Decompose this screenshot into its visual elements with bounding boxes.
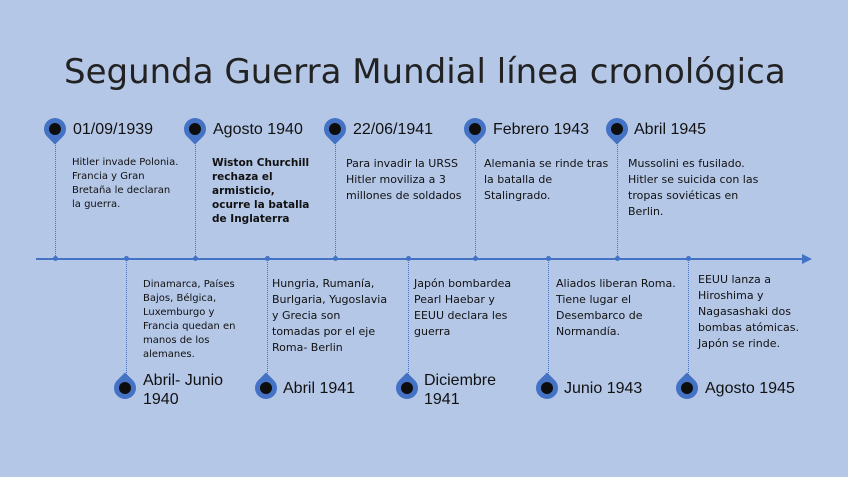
bottom-stem-2 [267, 259, 268, 379]
event-text-top-3: Para invadir la URSS Hitler moviliza a 3 millones de soldados [346, 157, 462, 202]
axis-dot-top-3 [333, 256, 338, 261]
axis-dot-top-4 [473, 256, 478, 261]
bottom-stem-3 [408, 259, 409, 379]
location-pin-icon [39, 113, 70, 144]
location-pin-icon [601, 113, 632, 144]
bottom-stem-1 [126, 259, 127, 379]
event-date-bottom-2: Abril 1941 [283, 380, 356, 397]
location-pin-icon [179, 113, 210, 144]
event-date-top-3: 22/06/1941 [353, 121, 434, 138]
event-date-bottom-3: Diciembre 1941 [424, 372, 497, 408]
bottom-stem-4 [548, 259, 549, 379]
event-text-top-5: Mussolini es fusilado. Hitler se suicida con las tropas soviéticas en Berlin. [628, 157, 759, 218]
axis-dot-top-1 [53, 256, 58, 261]
event-date-top-2: Agosto 1940 [213, 121, 303, 138]
location-pin-icon [531, 372, 562, 403]
location-pin-icon [250, 372, 281, 403]
location-pin-icon [459, 113, 490, 144]
event-date-bottom-5: Agosto 1945 [705, 380, 795, 397]
bottom-stem-5 [688, 259, 689, 379]
axis-dot-bottom-5 [686, 256, 691, 261]
event-text-bottom-2: Hungria, Rumanía, Burlgaria, Yugoslavia y Grecia son tomadas por el eje Roma- Berlin [272, 277, 388, 354]
event-text-top-2: Wiston Churchill rechaza el armisticio, ocurre la batalla de Inglaterra [212, 157, 310, 225]
event-date-top-5: Abril 1945 [634, 121, 707, 138]
location-pin-icon [319, 113, 350, 144]
top-stem-5 [617, 140, 618, 258]
event-text-bottom-4: Aliados liberan Roma. Tiene lugar el Desembarco de Normandía. [556, 277, 676, 338]
event-date-top-4: Febrero 1943 [493, 121, 590, 138]
event-text-bottom-1: Dinamarca, Países Bajos, Bélgica, Luxemburgo y Francia quedan en manos de los alemanes. [143, 279, 236, 360]
top-stem-3 [335, 140, 336, 258]
axis-dot-top-2 [193, 256, 198, 261]
timeline-arrowhead-icon [802, 254, 812, 264]
location-pin-icon [391, 372, 422, 403]
page-title: Segunda Guerra Mundial línea cronológica [64, 52, 786, 92]
event-date-bottom-4: Junio 1943 [564, 380, 643, 397]
location-pin-icon [109, 372, 140, 403]
axis-dot-bottom-2 [265, 256, 270, 261]
event-text-top-1: Hitler invade Polonia. Francia y Gran Bretaña le declaran la guerra. [72, 157, 179, 210]
event-text-bottom-3: Japón bombardea Pearl Haebar y EEUU declara les guerra [414, 277, 512, 338]
event-date-top-1: 01/09/1939 [73, 121, 154, 138]
event-date-bottom-1: Abril- Junio 1940 [143, 372, 224, 408]
top-stem-1 [55, 140, 56, 258]
top-stem-4 [475, 140, 476, 258]
axis-dot-bottom-3 [406, 256, 411, 261]
axis-dot-bottom-1 [124, 256, 129, 261]
location-pin-icon [671, 372, 702, 403]
event-text-bottom-5: EEUU lanza a Hiroshima y Nagasashaki dos bombas atómicas. Japón se rinde. [698, 273, 799, 350]
axis-dot-bottom-4 [546, 256, 551, 261]
axis-dot-top-5 [615, 256, 620, 261]
top-stem-2 [195, 140, 196, 258]
event-text-top-4: Alemania se rinde tras la batalla de Stalingrado. [484, 157, 609, 202]
